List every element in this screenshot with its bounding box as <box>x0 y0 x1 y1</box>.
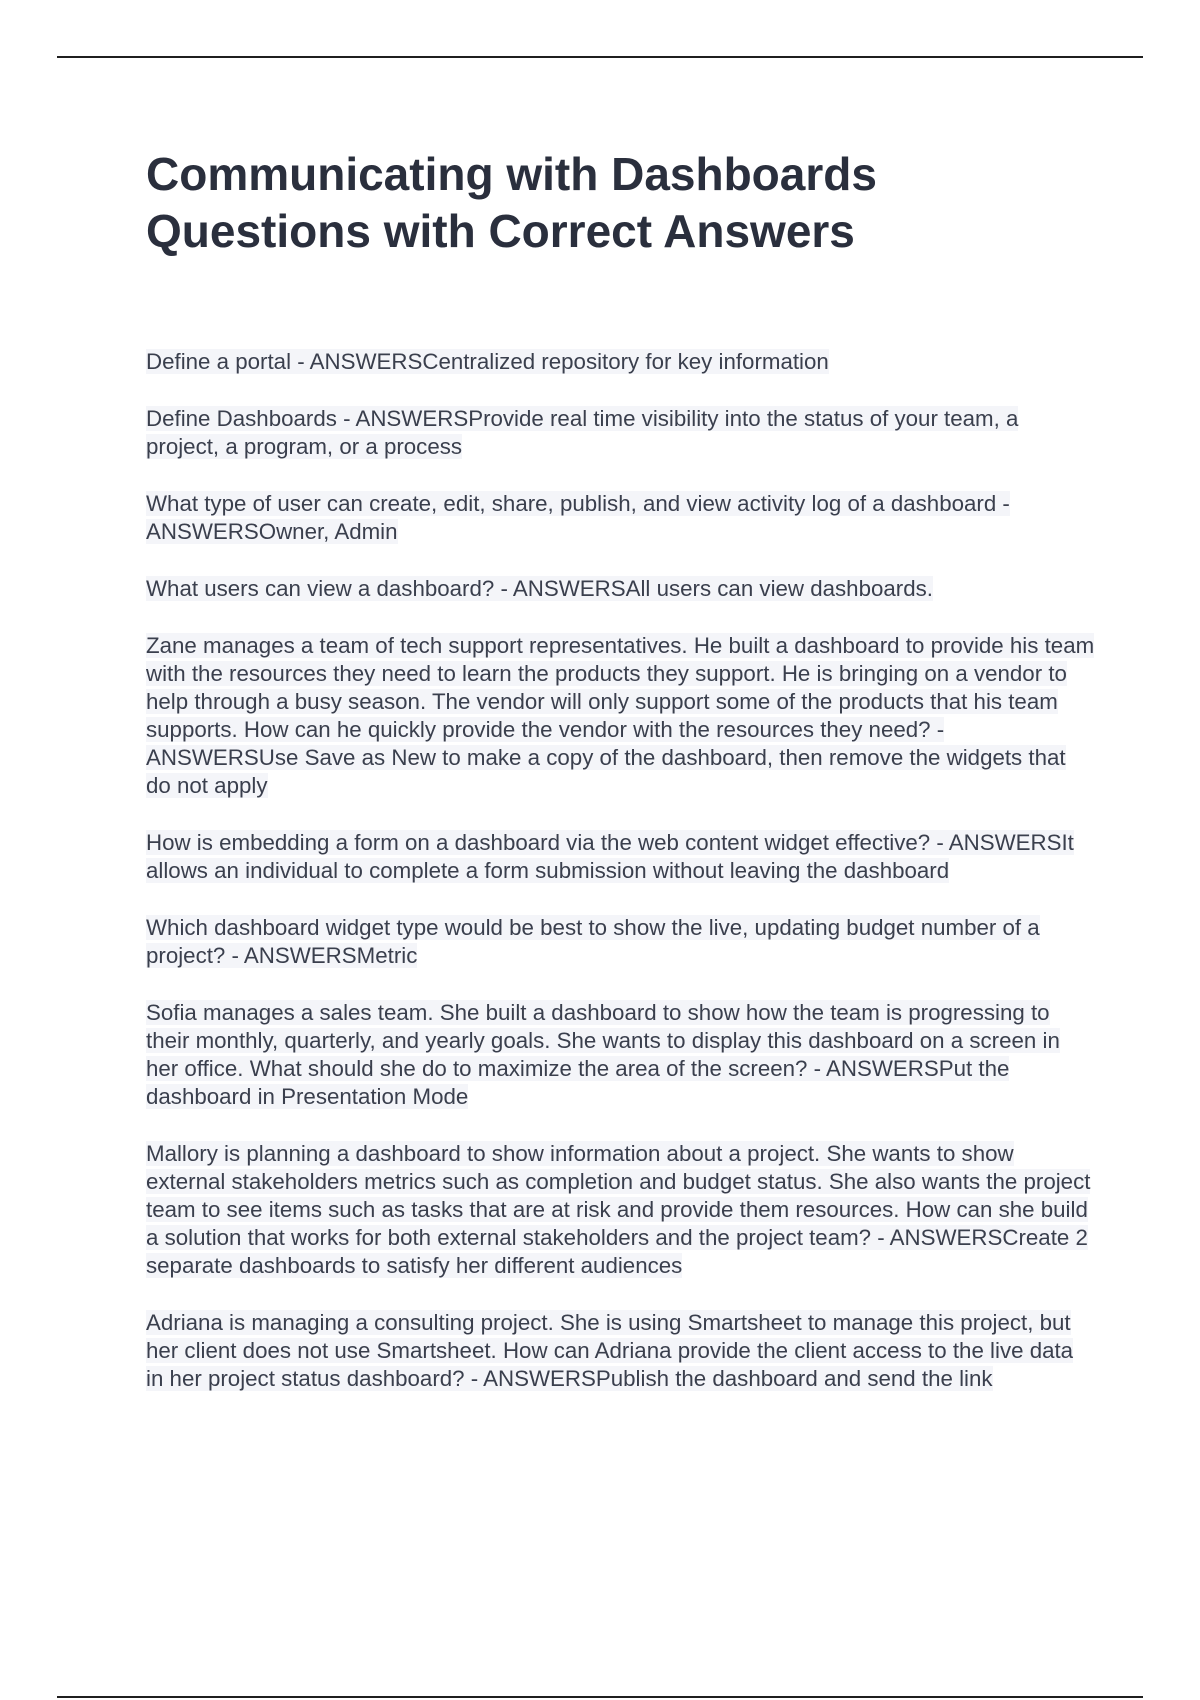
qa-item <box>146 348 1096 376</box>
top-rule <box>57 56 1143 58</box>
qa-text: Zane manages a team of tech support representatives. He built a dashboard to provide his team with the resources they need to learn the products they support. He is bringing on a vendor to help through a busy season. The vendor will only support some of the products that his team supports. How can he quickly provide the vendor with the resources they need? - ANSWERSUse Save as New to make a copy of the dashboard, then remove the widgets that do not apply <box>146 633 1095 798</box>
qa-item <box>146 999 1096 1111</box>
qa-item <box>146 405 1096 461</box>
qa-text: How is embedding a form on a dashboard via the web content widget effective? - ANSWERSIt allows an individual to complete a form submission without leaving the dashboard <box>146 830 1074 883</box>
qa-text: Define Dashboards - ANSWERSProvide real time visibility into the status of your team, a project, a program, or a process <box>146 406 1019 459</box>
qa-item <box>146 575 1096 603</box>
document-title: Communicating with Dashboards Questions with Correct Answers <box>146 148 877 257</box>
qa-list <box>146 348 1096 1393</box>
qa-text: What users can view a dashboard? - ANSWERSAll users can view dashboards. <box>146 576 933 601</box>
qa-text: Adriana is managing a consulting project. She is using Smartsheet to manage this project, but her client does not use Smartsheet. How can Adriana provide the client access to the live data in her project status dashboard? - ANSWERSPublish the dashboard and send the link <box>146 1310 1074 1391</box>
qa-text: Mallory is planning a dashboard to show information about a project. She wants to show external stakeholders metrics such as completion and budget status. She also wants the project team to see items such as tasks that are at risk and provide them resources. How can she build a solution that works for both external stakeholders and the project team? - ANSWERSCreate 2 separate dashboards to satisfy her different audiences <box>146 1141 1091 1278</box>
qa-text: Sofia manages a sales team. She built a dashboard to show how the team is progressing to their monthly, quarterly, and yearly goals. She wants to display this dashboard on a screen in her office. What should she do to maximize the area of the screen? - ANSWERSPut the dashboard in Presentation Mode <box>146 1000 1060 1109</box>
document-body <box>146 146 1096 1422</box>
qa-item <box>146 632 1096 800</box>
qa-item <box>146 1309 1096 1393</box>
qa-text: What type of user can create, edit, share, publish, and view activity log of a dashboard - ANSWERSOwner, Admin <box>146 491 1010 544</box>
bottom-rule <box>57 1696 1143 1698</box>
qa-text: Which dashboard widget type would be best to show the live, updating budget number of a project? - ANSWERSMetric <box>146 915 1040 968</box>
qa-item <box>146 829 1096 885</box>
qa-text: Define a portal - ANSWERSCentralized repository for key information <box>146 349 829 374</box>
qa-item <box>146 914 1096 970</box>
qa-item <box>146 490 1096 546</box>
qa-item <box>146 1140 1096 1280</box>
